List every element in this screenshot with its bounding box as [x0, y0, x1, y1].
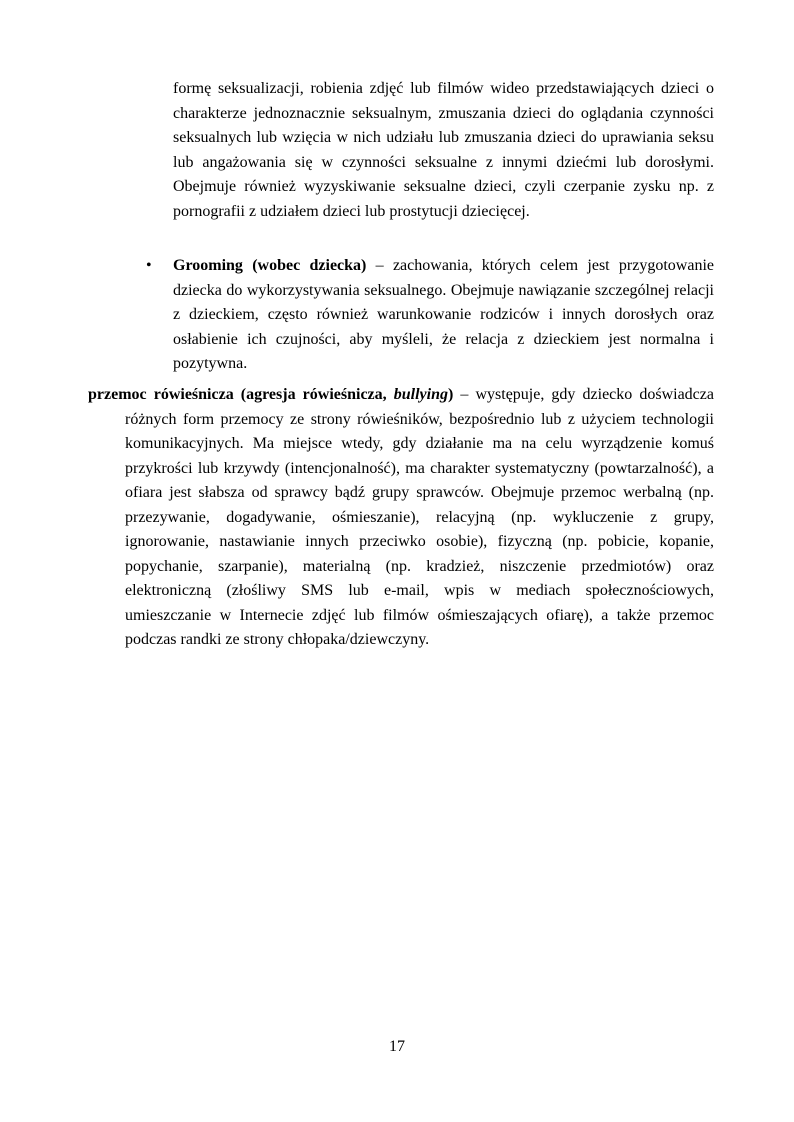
- bullying-term-start: przemoc rówieśnicza (agresja rówieśnicza,: [88, 386, 394, 403]
- grooming-definition: – zachowania, których celem jest przygotowanie dziecka do wykorzystywania seksualnego. Obejmuje nawiązanie szczególnej relacji z dzieckiem, często również warunkowanie rodziców i innych dorosłych oraz osłabienie ich czujności, aby myśleli, że relacja z dzieckiem jest normalna i pozytywna.: [173, 257, 714, 372]
- bullying-definition: – występuje, gdy dziecko doświadcza różnych form przemocy ze strony rówieśników, bezpośrednio lub z użyciem technologii komunikacyjnych. Ma miejsce wtedy, gdy działanie ma na celu wyrządzenie komuś przykrości lub krzywdy (intencjonalność), ma charakter systematyczny (powtarzalność), a ofiara jest słabsza od sprawcy bądź grupy sprawców. Obejmuje przemoc werbalną (np. przezywanie, dogadywanie, ośmieszanie), relacyjną (np. wykluczenie z grupy, ignorowanie, nastawianie innych przeciwko osobie), fizyczną (np. pobicie, kopanie, popychanie, szarpanie), materialną (np. kradzież, niszczenie przedmiotów) oraz elektroniczną (złośliwy SMS lub e-mail, wpis w mediach społecznościowych, umieszczanie w Internecie zdjęć lub filmów ośmieszających ofiarę), a także przemoc podczas randki ze strony chłopaka/dziewczyny.: [125, 386, 714, 648]
- bullying-term-end: ): [447, 386, 454, 403]
- page-number: 17: [389, 1038, 405, 1055]
- grooming-term: Grooming (wobec dziecka): [173, 257, 367, 274]
- bullying-definition-paragraph: [88, 383, 714, 653]
- bullying-term-italic: bullying: [393, 386, 448, 403]
- bullying-term: [88, 386, 453, 403]
- continuation-text: formę seksualizacji, robienia zdjęć lub filmów wideo przedstawiających dzieci o charakterze jednoznacznie seksualnym, zmuszania dzieci do oglądania czynności seksualnych lub wzięcia w nich udziału lub zmuszania dzieci do uprawiania seksu lub angażowania się w czynności seksualne z innymi dziećmi lub dorosłymi. Obejmuje również wyzyskiwanie seksualne dzieci, czyli czerpanie zysku np. z pornografii z udziałem dzieci lub prostytucji dziecięcej.: [173, 80, 714, 220]
- continuation-paragraph: [173, 77, 714, 224]
- grooming-list-item: [173, 254, 714, 377]
- bullet-marker: •: [146, 257, 152, 274]
